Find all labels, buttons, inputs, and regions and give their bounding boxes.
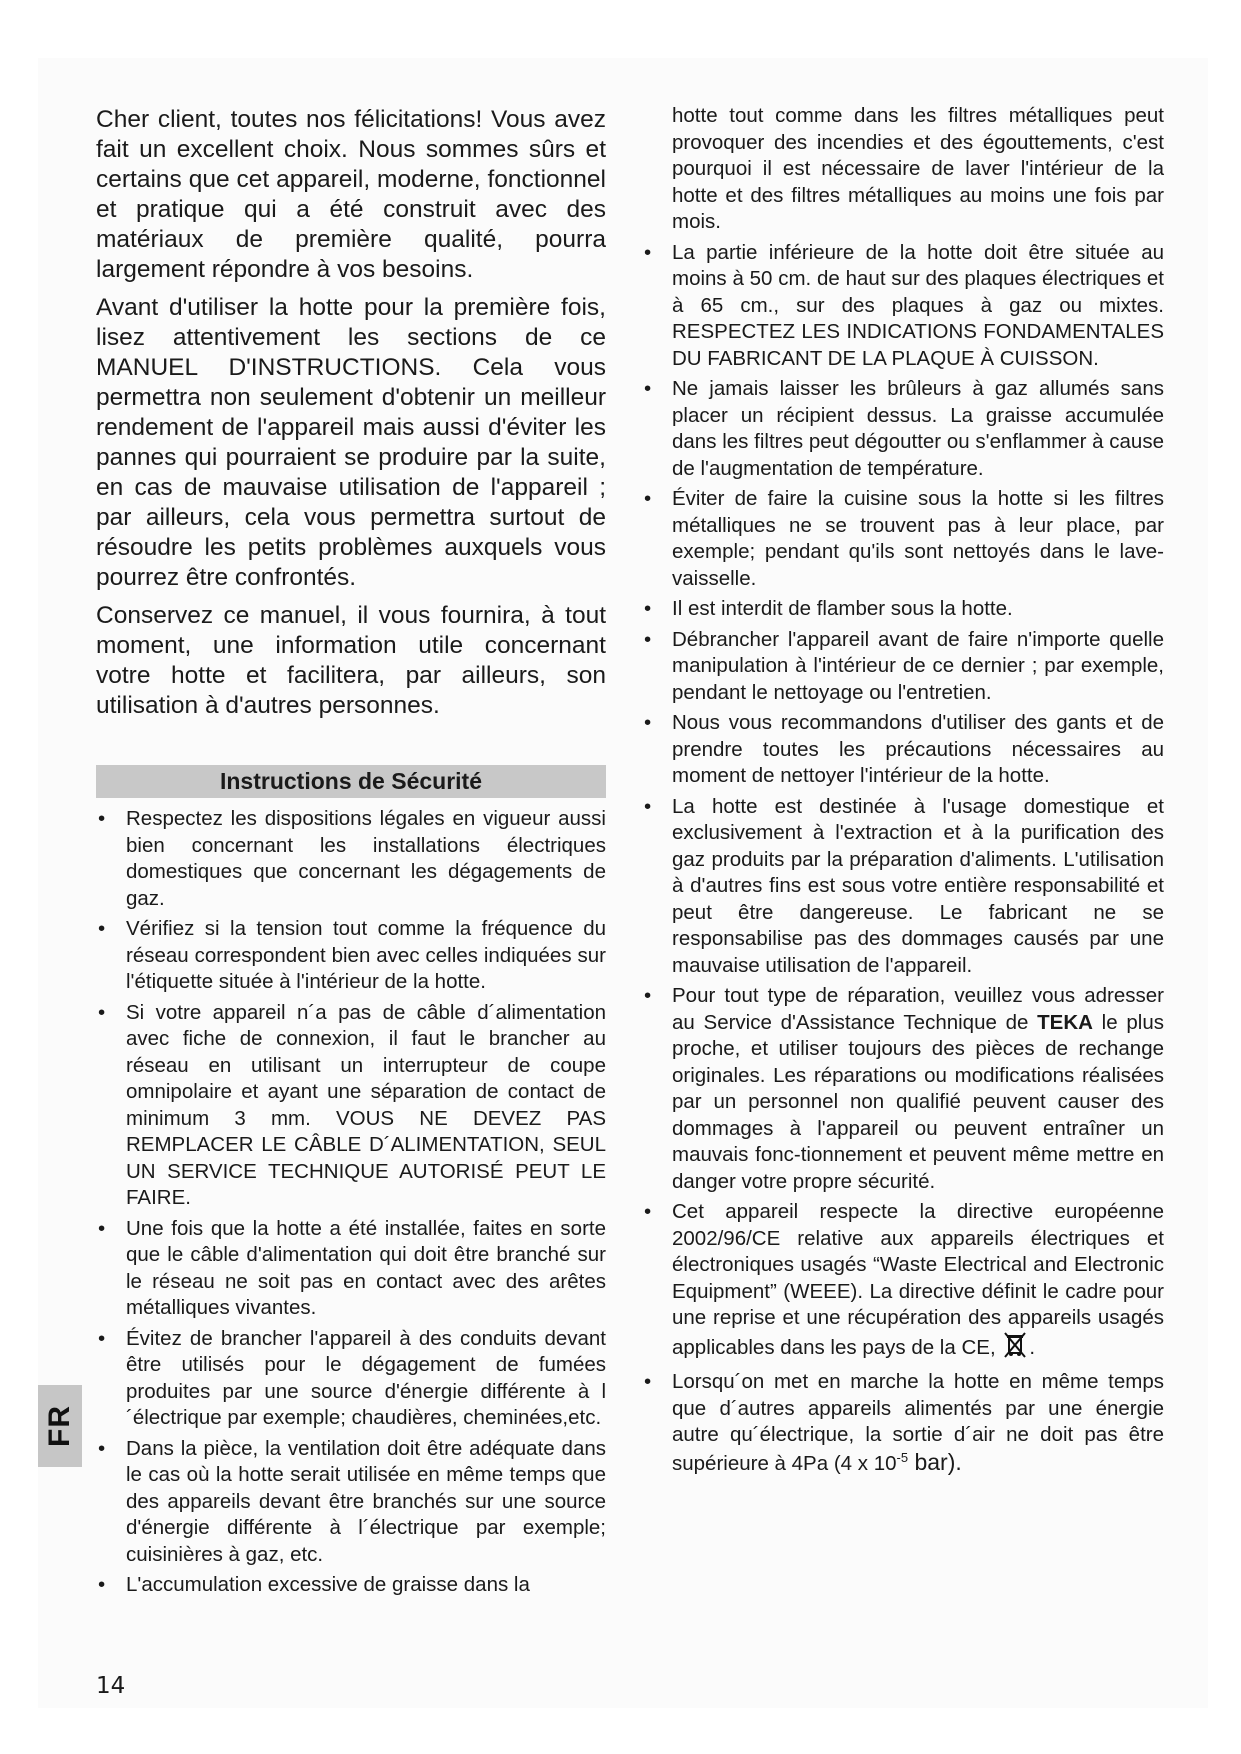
bullet-icon: • (644, 627, 652, 651)
bullet-icon: • (98, 1326, 106, 1350)
list-item: • La partie inférieure de la hotte doit être située au moins à 50 cm. de haut sur des plaques électriques et à 65 cm., sur des plaques à gaz ou mixtes. RESPECTEZ LES INDICATIONS FONDAMENTALES DU FABRICANT DE LA PLAQUE À CUISSON. (644, 240, 1164, 370)
list-item: • Respectez les dispositions légales en vigueur aussi bien concernant les installations électriques domestiques que concernant les dégagements de gaz. (98, 807, 606, 910)
intro-paragraph-3: Conservez ce manuel, il vous fournira, à tout moment, une information utile concernant votre hotte et facilitera, par ailleurs, son utilisation à d'autres personnes. (96, 602, 606, 719)
language-tab-label: FR (43, 1405, 76, 1447)
list-item-pressure: • Lorsqu´on met en marche la hotte en même temps que d´autres appareils alimentés par une énergie autre qu´électrique, la sortie d´air ne doit pas être supérieure à 4Pa (4 x $10^{-5}$ bar). (644, 1370, 1164, 1475)
intro-paragraph-1: Cher client, toutes nos félicitations! Vous avez fait un excellent choix. Nous sommes sûrs et certains que cet appareil, moderne, fonctionnel et pratique qui a été construit avec des matériaux de première qualité, pourra largement répondre à vos besoins. (96, 106, 606, 283)
list-item: • Dans la pièce, la ventilation doit être adéquate dans le cas où la hotte serait utilisée en même temps que des appareils devant être branchés sur une source d'énergie différente à l´électrique par exemple; cuisinières à gaz, etc. (98, 1436, 606, 1566)
left-bullet-list (96, 806, 606, 1603)
bullet-icon: • (98, 917, 106, 940)
list-item: • Ne jamais laisser les brûleurs à gaz allumés sans placer un récipient dessus. La graisse accumulée dans les filtres peut dégoutter ou s'enflammer à cause de l'augmentation de température. (644, 377, 1164, 480)
list-item: • La hotte est destinée à l'usage domestique et exclusivement à l'extraction et à la purification des gaz produits par la préparation d'aliments. L'utilisation à d'autres fins est sous votre entière responsabilité et peut être dangereuse. Le fabricant ne se responsabilise pas des dommages causés par une mauvaise utilisation de l'appareil. (644, 794, 1164, 977)
right-bullet-list (642, 103, 1164, 1477)
section-title: Instructions de Sécurité (96, 765, 606, 798)
list-item-repair: • Pour tout type de réparation, veuillez vous adresser au Service d'Assistance Technique de TEKA le plus proche, et utiliser toujours des pièces de rechange originales. Les réparations ou modifications réalisées par un personnel non qualifié peuvent causer des dommages à l'appareil ou peuvent entraîner un mauvais fonc-tionnement et peuvent même mettre en danger votre propre sécurité. (644, 984, 1164, 1193)
weee-crossed-bin-icon (1003, 1332, 1027, 1366)
list-item: • Il est interdit de flamber sous la hotte. (642, 596, 1164, 623)
bullet-icon: • (644, 794, 652, 818)
bullet-icon: • (644, 1200, 652, 1223)
bullet-icon: • (98, 807, 106, 830)
list-item: • L'accumulation excessive de graisse dans la (96, 1572, 606, 1599)
bullet-icon: • (644, 1370, 652, 1393)
bullet-icon: • (644, 487, 652, 510)
bullet-icon: • (644, 240, 652, 264)
bullet-icon: • (644, 377, 652, 400)
list-item: • Débrancher l'appareil avant de faire n'importe quelle manipulation à l'intérieur de ce dernier ; par exemple, pendant le nettoyage ou l'entretien. (644, 627, 1164, 704)
bullet-icon: • (98, 1000, 106, 1024)
list-item: • Éviter de faire la cuisine sous la hotte si les filtres métalliques ne se trouvent pas à leur place, par exemple; pendant qu'ils sont nettoyés dans le lave-vaisselle. (644, 487, 1164, 590)
bullet-icon: • (98, 1573, 106, 1596)
bullet-icon: • (644, 597, 652, 620)
list-item: • Évitez de brancher l'appareil à des conduits devant être utilisés pour le dégagement de fumées produites par une source d'énergie différente à l´électrique par exemple; chaudières, cheminées,etc. (98, 1326, 606, 1429)
page-number: 14 (96, 1673, 126, 1699)
bullet-icon: • (644, 711, 652, 734)
bullet-icon: • (644, 984, 652, 1007)
right-column (642, 103, 1164, 1481)
language-tab (38, 1385, 82, 1467)
bullet-icon: • (98, 1216, 106, 1240)
intro-column (96, 105, 606, 729)
list-item: • Une fois que la hotte a été installée, faites en sorte que le câble d'alimentation qui doit être branché sur le réseau ne soit pas en contact avec des arêtes métalliques vivantes. (98, 1216, 606, 1319)
exponent: -5 (896, 1449, 909, 1465)
intro-paragraph-2: Avant d'utiliser la hotte pour la première fois, lisez attentivement les sections de ce MANUEL D'INSTRUCTIONS. Cela vous permettra non seulement d'obtenir un meilleur rendement de l'appareil mais aussi d'éviter les pannes qui pourraient se produire par la suite, en cas de mauvaise utilisation de l'appareil ; par ailleurs, cela vous permettra surtout de résoudre les petits problèmes auxquels vous pourrez être confrontés. (96, 294, 606, 591)
intro-text (96, 105, 606, 721)
list-item-weee: • Cet appareil respecte la directive européenne 2002/96/CE relative aux appareils électriques et électroniques usagés “Waste Electrical and Electronic Equipment” (WEEE). La directive définit le cadre pour une reprise et une récupération des appareils usagés applicables dans les pays de la CE, . (642, 1199, 1164, 1365)
list-item-continuation: hotte tout comme dans les filtres métalliques peut provoquer des incendies et des égouttements, c'est pourquoi il est nécessaire de laver l'intérieur de la hotte et des filtres métalliques au moins une fois par mois. (672, 104, 1164, 233)
bullet-icon: • (98, 1436, 106, 1460)
list-item: • Si votre appareil n´a pas de câble d´alimentation avec fiche de connexion, il faut le brancher au réseau en utilisant un interrupteur de coupe omnipolaire et ayant une séparation de contact de minimum 3 mm. VOUS NE DEVEZ PAS REMPLACER LE CÂBLE D´ALIMENTATION, SEUL UN SERVICE TECHNIQUE AUTORISÉ PEUT LE FAIRE. (98, 1000, 606, 1209)
brand-name: TEKA (1037, 1010, 1093, 1034)
list-item: • Nous vous recommandons d'utiliser des gants et de prendre toutes les précautions nécessaires au moment de nettoyer l'intérieur de la hotte. (644, 711, 1164, 787)
list-item: • Vérifiez si la tension tout comme la fréquence du réseau correspondent bien avec celles indiquées sur l'étiquette située à l'intérieur de la hotte. (98, 917, 606, 993)
